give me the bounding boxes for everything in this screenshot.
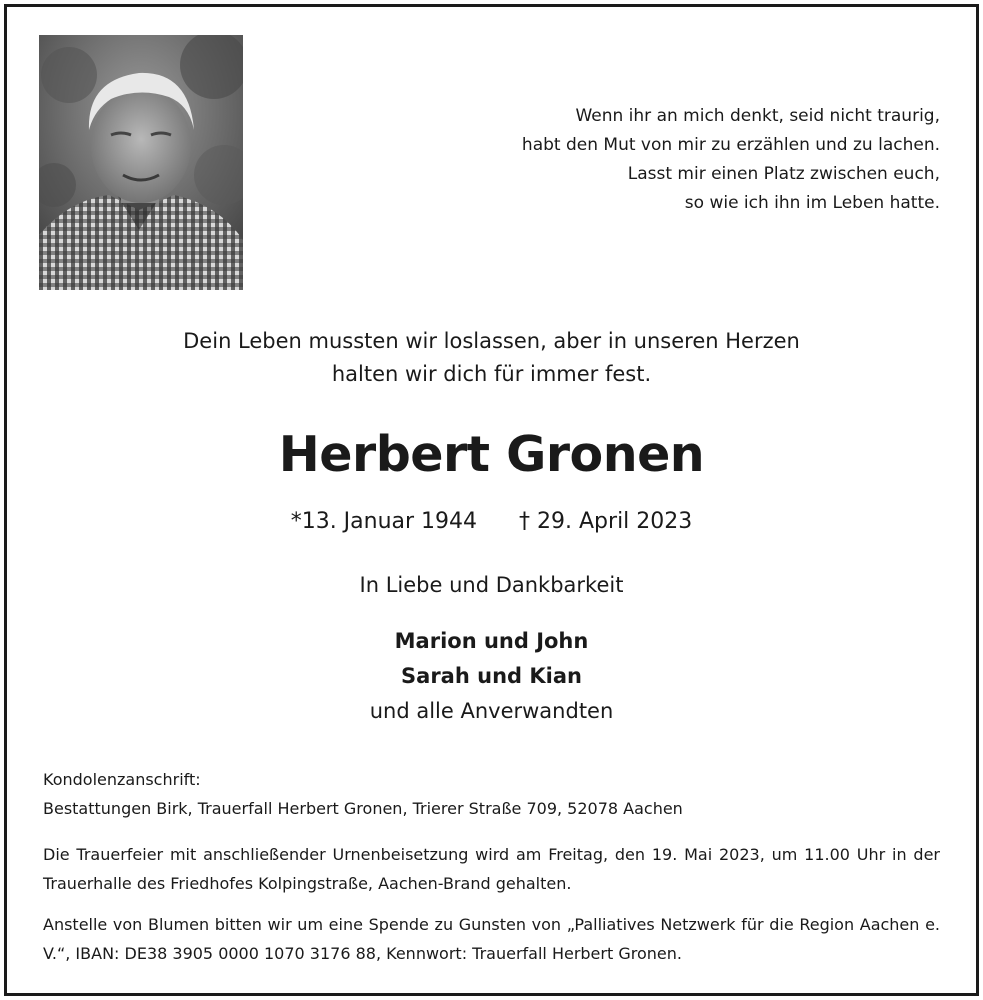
life-dates — [0, 506, 983, 538]
mourner-line: Marion und John — [394, 629, 589, 653]
mourner-line: Sarah und Kian — [401, 664, 582, 688]
intro-line: halten wir dich für immer fest. — [331, 362, 652, 386]
birth-date: *13. Januar 1944 — [290, 509, 478, 534]
ceremony-notice: Die Trauerfeier mit anschließender Urnenbeisetzung wird am Freitag, den 19. Mai 2023, um 11.00 Uhr in der Trauerhalle des Friedhofes Kolpingstraße, Aachen-Brand gehalten. — [43, 845, 940, 893]
condolence-label: Kondolenzanschrift: — [43, 770, 201, 789]
intro-text — [0, 325, 983, 391]
death-date: † 29. April 2023 — [519, 509, 693, 534]
condolence-address — [43, 765, 940, 823]
memorial-quote — [522, 102, 940, 218]
quote-line: so wie ich ihn im Leben hatte. — [684, 193, 940, 213]
quote-line: habt den Mut von mir zu erzählen und zu lachen. — [521, 135, 940, 155]
deceased-name: Herbert Gronen — [278, 426, 705, 483]
portrait-photo — [39, 35, 243, 290]
donation-notice: Anstelle von Blumen bitten wir um eine Spende zu Gunsten von „Palliatives Netzwerk für die Region Aachen e. V.“, IBAN: DE38 3905 0000 1070 3176 88, Kennwort: Trauerfall Herbert Gronen. — [43, 915, 940, 963]
mourner-line: und alle Anverwandten — [369, 699, 614, 723]
quote-line: Wenn ihr an mich denkt, seid nicht traurig, — [575, 106, 940, 126]
condolence-address-text: Bestattungen Birk, Trauerfall Herbert Gronen, Trierer Straße 709, 52078 Aachen — [43, 799, 683, 818]
quote-line: Lasst mir einen Platz zwischen euch, — [627, 164, 940, 184]
thanks-line: In Liebe und Dankbarkeit — [359, 573, 624, 597]
intro-line: Dein Leben mussten wir loslassen, aber in unseren Herzen — [183, 329, 800, 353]
mourners — [0, 624, 983, 729]
